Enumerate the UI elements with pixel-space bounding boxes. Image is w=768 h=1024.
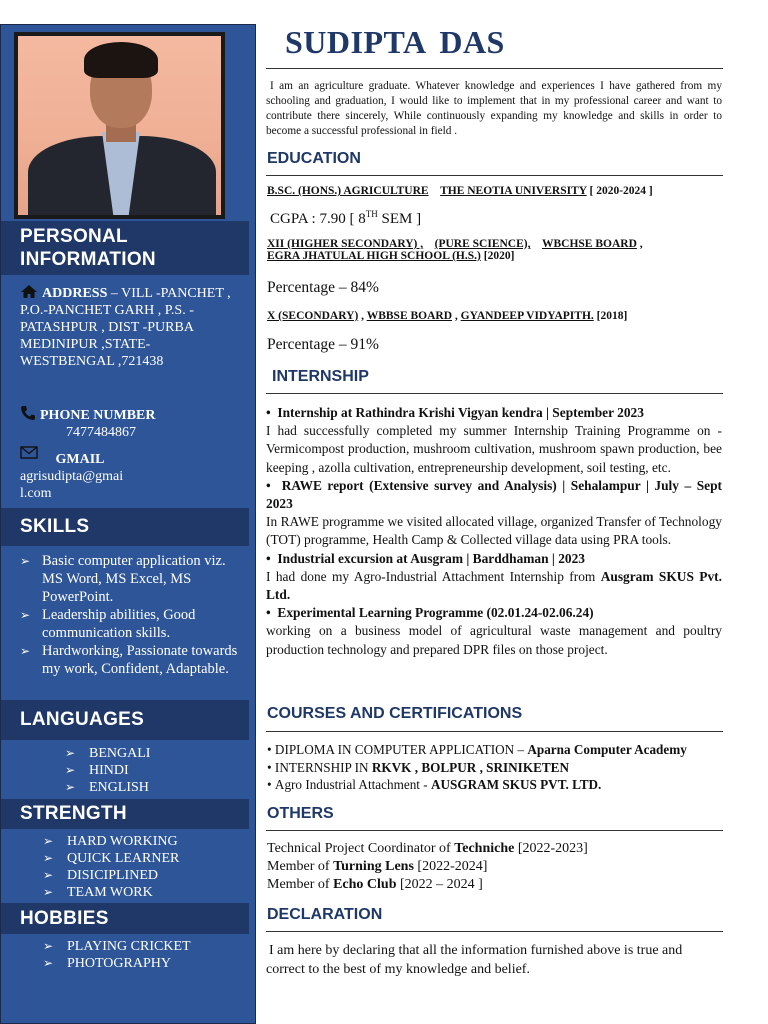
- arrow-bullet-icon: ➢: [65, 780, 76, 794]
- divider: [266, 731, 723, 732]
- address-value: – VILL -PANCHET , P.O.-PANCHET GARH , P.S. -PATASHPUR , DIST -PURBA MEDINIPUR ,STATE- WESTBENGAL ,721438: [20, 286, 231, 369]
- hobbies-list: [43, 938, 243, 972]
- career-summary: I am an agriculture graduate. Whatever knowledge and experiences I have gathered from my schooling and graduation, I would like to implement that in my professional career and want to contribute there sincerely, While continuously expanding my knowledge and skills in order to become a successful professional in field .: [266, 80, 722, 137]
- phone-block: [20, 405, 232, 441]
- list-item: ➢ HINDI: [65, 763, 129, 778]
- list-item: • INTERNSHIP IN RKVK , BOLPUR , SRINIKETEN: [267, 759, 569, 775]
- list-item: ➢ ENGLISH: [65, 780, 149, 795]
- education-x-percentage: Percentage – 91%: [267, 336, 379, 353]
- list-item: Member of Echo Club [2022 – 2024 ]: [267, 877, 483, 892]
- candidate-name: SUDIPTA DAS: [285, 24, 505, 60]
- phone-label: PHONE NUMBER: [40, 408, 156, 423]
- divider: [266, 393, 723, 394]
- arrow-bullet-icon: ➢: [43, 868, 54, 882]
- phone-value: 7477484867: [66, 425, 136, 440]
- list-item: • Experimental Learning Programme (02.01.24-02.06.24): [266, 605, 594, 621]
- arrow-bullet-icon: ➢: [43, 939, 54, 953]
- list-item: ➢ PLAYING CRICKET: [43, 939, 191, 954]
- arrow-bullet-icon: ➢: [43, 885, 54, 899]
- list-item: • RAWE report (Extensive survey and Analysis) | Sehalampur | July – Sept 2023: [266, 477, 722, 512]
- home-icon: [20, 284, 38, 299]
- divider: [266, 175, 723, 176]
- list-item: • Agro Industrial Attachment - AUSGRAM SKUS PVT. LTD.: [267, 777, 602, 792]
- others-section: [267, 840, 588, 894]
- list-item: ➢ BENGALI: [65, 746, 151, 761]
- list-item: • DIPLOMA IN COMPUTER APPLICATION – Aparna Computer Academy: [267, 742, 687, 757]
- courses-heading: COURSES AND CERTIFICATIONS: [267, 705, 523, 722]
- arrow-bullet-icon: ➢: [65, 763, 76, 777]
- personal-info-heading: PERSONAL INFORMATION: [1, 221, 249, 275]
- list-item: ➢ PHOTOGRAPHY: [43, 956, 171, 971]
- profile-photo: [14, 32, 225, 219]
- list-item: • Industrial excursion at Ausgram | Barddhaman | 2023: [266, 550, 585, 566]
- list-item: Member of Turning Lens [2022-2024]: [267, 859, 488, 874]
- courses-section: [267, 741, 727, 794]
- list-item: ➢ DISICIPLINED: [43, 868, 158, 883]
- gmail-block: [20, 445, 232, 501]
- arrow-bullet-icon: ➢: [20, 644, 31, 658]
- divider: [266, 68, 723, 69]
- divider: [266, 931, 723, 932]
- languages-list: [65, 745, 235, 796]
- arrow-bullet-icon: ➢: [43, 834, 54, 848]
- skills-list: [20, 552, 238, 678]
- list-item: • Internship at Rathindra Krishi Vigyan kendra | September 2023: [266, 405, 644, 420]
- hobbies-heading: HOBBIES: [1, 903, 249, 934]
- education-heading: EDUCATION: [267, 150, 361, 167]
- education-cgpa: CGPA : 7.90 [ 8TH SEM ]: [270, 209, 422, 227]
- sidebar: [0, 24, 256, 1024]
- declaration-text: I am here by declaring that all the information furnished above is true and correct to the best of my knowledge and belief.: [266, 943, 683, 977]
- others-heading: OTHERS: [267, 805, 334, 822]
- education-bsc: B.SC. (HONS.) AGRICULTURE THE NEOTIA UNIVERSITY [ 2020-2024 ]: [267, 185, 653, 197]
- arrow-bullet-icon: ➢: [65, 746, 76, 760]
- address-label: ADDRESS: [42, 286, 108, 301]
- arrow-bullet-icon: ➢: [43, 956, 54, 970]
- skills-heading: SKILLS: [1, 508, 249, 546]
- address-block: [20, 284, 232, 370]
- internship-section: • Internship at Rathindra Krishi Vigyan kendra | September 2023 I had successfully completed my summer Internship Training Programme on - Vermicompost production, mushroom cultivation, mushroom spawn production, bee keeping , azolla cultivation, entrepreneurship development, soil testing, etc. • RAWE report (Extensive survey and Analysis) | Sehalampur | July – Sept 2023 In RAWE programme we visited allocated village, organized Transfer of Technology (TOT) programme, Health Camp & Collected village data using PRA tools. • Industrial excursion at Ausgram | Barddhaman | 2023 I had done my Agro-Industrial Attachment Internship from Ausgram SKUS Pvt. Ltd. • Experimental Learning Programme (02.01.24-02.06.24) working on a business model of agricultural waste management and poultry production technology and prepared DPR files on those project.: [266, 405, 722, 657]
- education-x: X (SECONDARY) , WBBSE BOARD , GYANDEEP VIDYAPITH. [2018]: [267, 310, 628, 322]
- list-item: ➢ Leadership abilities, Good communication skills.: [20, 607, 196, 641]
- list-item: ➢ QUICK LEARNER: [43, 851, 180, 866]
- list-item: ➢ TEAM WORK: [43, 885, 153, 900]
- strength-list: [43, 833, 243, 901]
- internship-heading: INTERNSHIP: [272, 368, 369, 385]
- strength-heading: STRENGTH: [1, 799, 249, 829]
- arrow-bullet-icon: ➢: [43, 851, 54, 865]
- list-item: Technical Project Coordinator of Techniche [2022-2023]: [267, 841, 588, 856]
- phone-icon: [20, 405, 36, 421]
- declaration-heading: DECLARATION: [267, 906, 383, 923]
- languages-heading: LANGUAGES: [1, 700, 249, 740]
- education-xii: XII (HIGHER SECONDARY) , (PURE SCIENCE), WBCHSE BOARD , EGRA JHATULAL HIGH SCHOOL (H.S.) [2020]: [267, 238, 643, 262]
- arrow-bullet-icon: ➢: [20, 608, 31, 622]
- envelope-icon: [20, 446, 38, 459]
- list-item: ➢ HARD WORKING: [43, 834, 178, 849]
- education-xii-percentage: Percentage – 84%: [267, 279, 379, 296]
- list-item: ➢ Basic computer application viz. MS Word, MS Excel, MS PowerPoint.: [20, 553, 226, 605]
- divider: [266, 830, 723, 831]
- arrow-bullet-icon: ➢: [20, 554, 31, 568]
- gmail-value-line2: l.com: [20, 486, 52, 501]
- gmail-label: GMAIL: [55, 452, 105, 467]
- gmail-value-line1: agrisudipta@gmai: [20, 469, 124, 484]
- list-item: ➢ Hardworking, Passionate towards my work, Confident, Adaptable.: [20, 643, 238, 677]
